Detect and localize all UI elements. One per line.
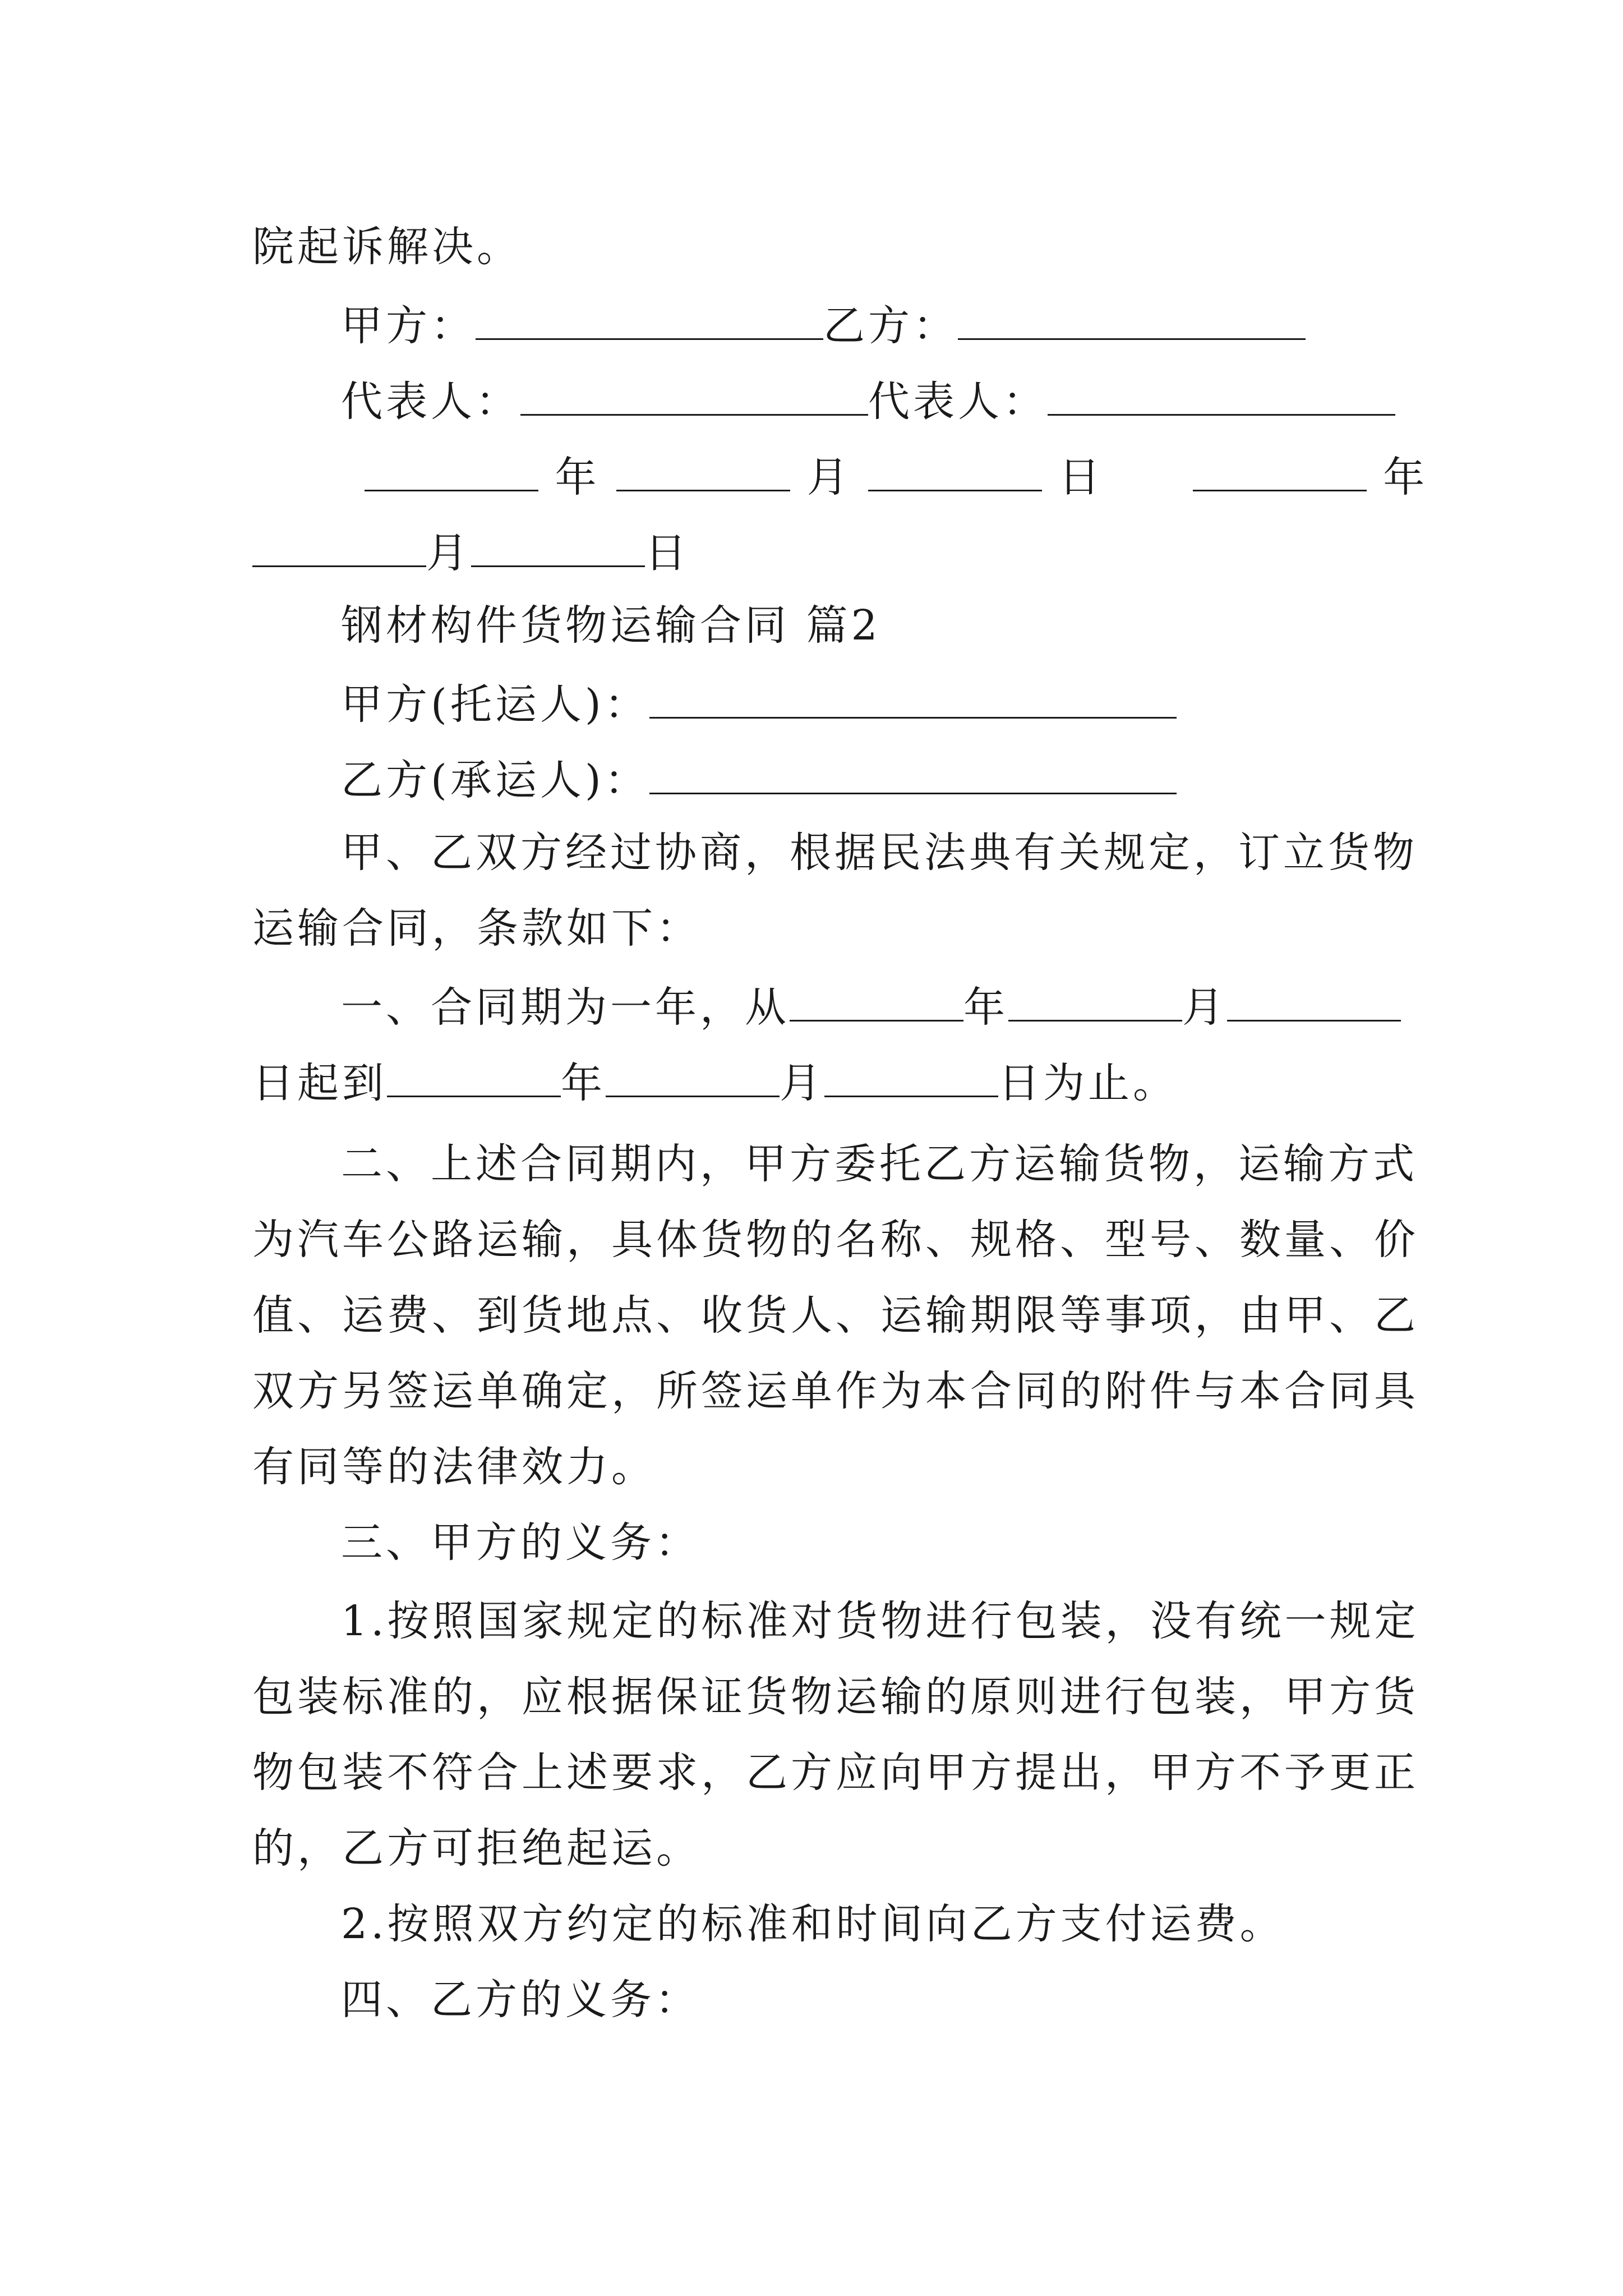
text-run: 1.按照国家规定的标准对货物进行包装，没有统一规定 xyxy=(341,1597,1419,1645)
carrier-line xyxy=(341,749,1177,805)
party-a-blank xyxy=(476,295,823,340)
party-a-label: 甲方： xyxy=(341,302,476,350)
date-unit: 年 xyxy=(963,983,1008,1032)
text-line xyxy=(252,219,522,275)
text-run: 三、甲方的义务： xyxy=(341,1519,700,1567)
text-line xyxy=(252,1212,1419,1268)
date-blank xyxy=(1227,976,1401,1022)
text-run: 院起诉解决。 xyxy=(252,223,522,271)
text-run: 运输合同，条款如下： xyxy=(252,904,701,953)
date-blank xyxy=(365,446,538,491)
shipper-label: 甲方(托运人)： xyxy=(341,680,649,729)
term-line-1 xyxy=(341,976,1401,1032)
text-run: 包装标准的，应根据保证货物运输的原则进行包装，甲方货 xyxy=(252,1673,1419,1721)
date-blank xyxy=(387,1052,561,1097)
heading-text: 钢材构件货物运输合同 篇2 xyxy=(341,601,881,650)
date-unit: 年 xyxy=(555,453,600,501)
date-line-1 xyxy=(365,446,1428,502)
text-line xyxy=(252,1363,1419,1419)
text-line xyxy=(252,1287,1419,1343)
date-blank xyxy=(252,522,426,567)
text-run: 日起到 xyxy=(252,1059,387,1107)
carrier-label: 乙方(承运人)： xyxy=(341,756,649,804)
date-unit: 月 xyxy=(806,453,852,501)
date-unit: 月 xyxy=(1182,983,1227,1032)
carrier-blank xyxy=(649,749,1177,794)
text-run: 四、乙方的义务： xyxy=(341,1976,700,2024)
date-unit: 日 xyxy=(645,529,690,577)
rep-a-label: 代表人： xyxy=(341,378,520,426)
text-run: 日为止。 xyxy=(998,1059,1178,1107)
text-run: 二、上述合同期内，甲方委托乙方运输货物，运输方式 xyxy=(341,1140,1418,1188)
text-run: 的，乙方可拒绝起运。 xyxy=(252,1824,701,1872)
text-line xyxy=(252,1669,1419,1725)
text-line xyxy=(252,1820,701,1876)
text-run: 为汽车公路运输，具体货物的名称、规格、型号、数量、价 xyxy=(252,1216,1419,1264)
shipper-line xyxy=(341,673,1177,729)
text-run: 一、合同期为一年，从 xyxy=(341,983,790,1032)
party-b-blank xyxy=(958,295,1306,340)
date-blank xyxy=(790,976,963,1022)
text-line xyxy=(341,1896,1285,1952)
text-run: 有同等的法律效力。 xyxy=(252,1443,656,1491)
text-line xyxy=(341,1515,700,1571)
term-line-2 xyxy=(252,1052,1178,1108)
text-run: 双方另签运单确定，所签运单作为本合同的附件与本合同具 xyxy=(252,1367,1419,1415)
text-run: 物包装不符合上述要求，乙方应向甲方提出，甲方不予更正 xyxy=(252,1749,1419,1797)
text-run: 值、运费、到货地点、收货人、运输期限等事项，由甲、乙 xyxy=(252,1291,1419,1340)
date-blank xyxy=(1193,446,1367,491)
date-blank xyxy=(824,1052,998,1097)
date-unit: 月 xyxy=(426,529,471,577)
date-line-2 xyxy=(252,522,690,578)
date-blank xyxy=(606,1052,780,1097)
text-line xyxy=(341,1593,1419,1649)
text-line xyxy=(341,1972,700,2028)
date-blank xyxy=(616,446,790,491)
signature-line-parties xyxy=(341,295,1306,351)
rep-b-label: 代表人： xyxy=(868,378,1048,426)
signature-line-representatives xyxy=(341,370,1395,426)
date-blank xyxy=(471,522,645,567)
text-line xyxy=(341,825,1418,881)
date-unit: 月 xyxy=(780,1059,824,1107)
section-heading xyxy=(341,597,881,654)
date-unit: 年 xyxy=(1383,453,1428,501)
date-blank xyxy=(868,446,1042,491)
party-b-label: 乙方： xyxy=(823,302,958,350)
date-unit: 日 xyxy=(1058,453,1104,501)
date-blank xyxy=(1008,976,1182,1022)
date-unit: 年 xyxy=(561,1059,606,1107)
text-line xyxy=(341,1136,1418,1192)
text-run: 2.按照双方约定的标准和时间向乙方支付运费。 xyxy=(341,1900,1285,1948)
shipper-blank xyxy=(649,673,1177,719)
rep-b-blank xyxy=(1048,370,1395,416)
text-line xyxy=(252,1439,656,1495)
text-run: 甲、乙双方经过协商，根据民法典有关规定，订立货物 xyxy=(341,829,1418,877)
text-line xyxy=(252,900,701,956)
text-line xyxy=(252,1745,1419,1801)
rep-a-blank xyxy=(520,370,868,416)
